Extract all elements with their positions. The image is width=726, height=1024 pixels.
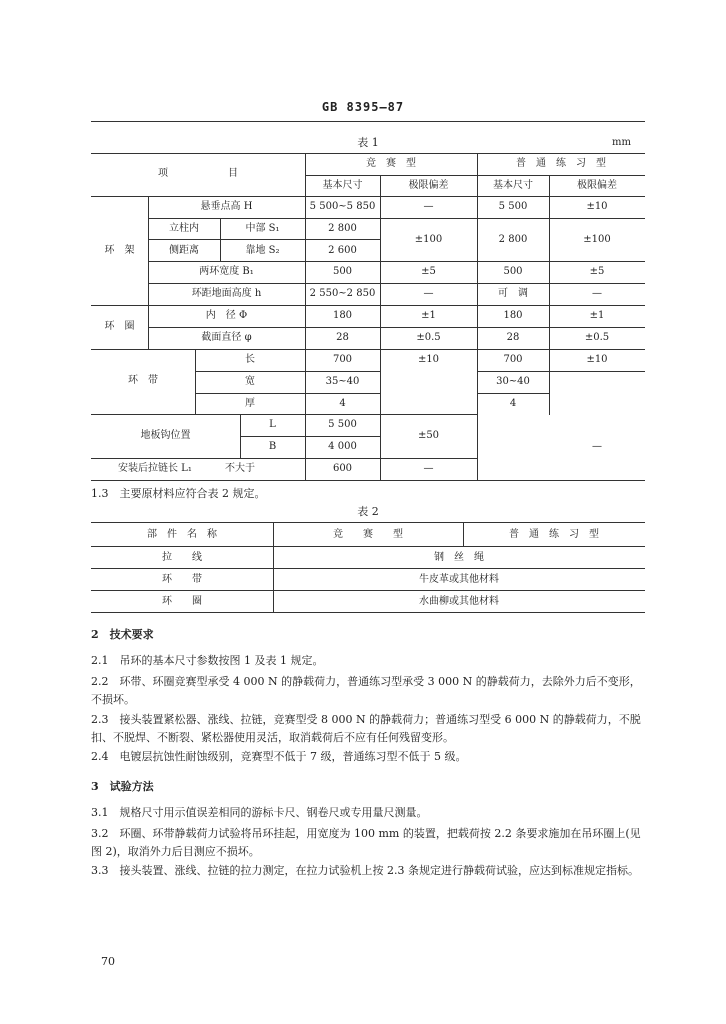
cell: ±1 — [421, 310, 436, 321]
cell: ±0.5 — [584, 332, 610, 343]
group-hook: 地板钩位置 — [140, 430, 191, 441]
t2-row-name: 环 圈 — [162, 596, 202, 607]
cell: 2 550~2 850 — [309, 288, 376, 299]
cell: ±5 — [421, 266, 436, 277]
t2-col-train: 普 通 练 习 型 — [509, 529, 599, 540]
row-label: 内 径 Φ — [205, 310, 248, 321]
cell: ±10 — [586, 354, 608, 365]
cell: 2 600 — [328, 245, 357, 256]
row-label: 宽 — [245, 376, 255, 387]
t2-row-name: 环 带 — [162, 574, 202, 585]
row-label: 侧距离 — [169, 245, 199, 256]
cell: 5 500 — [328, 419, 357, 430]
col-train-basic: 基本尺寸 — [493, 180, 533, 191]
para-2-3: 2.3 接头装置紧松器、涨线、拉链，竞赛型受 8 000 N 的静载荷力；普通练习型受 6 000 N 的静载荷力，不脱扣、不脱焊、不断裂、紧松器使用灵活，取消载荷后不应有任何残留变形。 — [91, 713, 641, 744]
row-label: 环距地面高度 h — [191, 288, 262, 299]
cell: — — [592, 288, 602, 299]
cell: 500 — [503, 266, 523, 277]
row-label: L — [269, 419, 276, 430]
cell: — — [423, 288, 434, 299]
para-2-1: 2.1 吊环的基本尺寸参数按图 1 及表 1 规定。 — [91, 654, 324, 667]
cell: 700 — [332, 354, 353, 365]
table2 — [0, 0, 726, 1]
cell: 2 800 — [498, 234, 528, 245]
cell: 35~40 — [325, 376, 360, 387]
cell: ±10 — [417, 354, 440, 365]
cell: 180 — [503, 310, 523, 321]
cell: 30~40 — [496, 376, 530, 387]
para-3-2: 3.2 环圈、环带静载荷力试验将吊环挂起，用宽度为 100 mm 的装置，把载荷按 2.2 条要求施加在吊环圈上(见图 2)，取消外力后目测应不损坏。 — [91, 827, 641, 858]
cell: ±5 — [589, 266, 605, 277]
row-label: B — [268, 441, 277, 452]
group-chain: 安装后拉链长 L₁ — [118, 463, 192, 474]
cell: ±10 — [586, 201, 608, 212]
cell: 500 — [332, 266, 353, 277]
page-number: 70 — [101, 955, 115, 968]
group-frame: 环 架 — [104, 245, 135, 256]
col-train-tol: 极限偏差 — [577, 180, 617, 191]
row-label: 不大于 — [225, 463, 255, 474]
row-label: 长 — [245, 354, 255, 365]
cell: 180 — [332, 310, 353, 321]
group-strap: 环 带 — [128, 375, 158, 386]
page-header: GB 8395—87 — [321, 100, 405, 114]
table1-unit: mm — [612, 137, 631, 148]
cell: — — [592, 441, 602, 452]
t2-row-name: 拉 线 — [162, 552, 202, 563]
cell: ±100 — [583, 234, 611, 245]
row-label: 立柱内 — [169, 223, 199, 234]
table2-title: 表 2 — [357, 505, 379, 518]
row-label: 靠地 S₂ — [245, 245, 280, 256]
row-label: 中部 S₁ — [245, 223, 280, 234]
col-race-tol: 极限偏差 — [408, 180, 449, 191]
table1-title: 表 1 — [357, 136, 379, 149]
section-2-heading: 2 技术要求 — [91, 628, 154, 641]
cell: 28 — [506, 332, 520, 343]
header-rule — [91, 121, 645, 122]
cell: 2 800 — [328, 223, 357, 234]
cell: — — [423, 463, 434, 474]
col-item: 项 目 — [158, 168, 238, 179]
para-2-4: 2.4 电镀层抗蚀性耐蚀级别，竞赛型不低于 7 级，普通练习型不低于 5 级。 — [91, 750, 467, 763]
cell: ±0.5 — [416, 332, 441, 343]
t2-row-value: 牛皮革或其他材料 — [419, 574, 499, 585]
cell: 700 — [503, 354, 523, 365]
cell: ±1 — [589, 310, 605, 321]
col-race-basic: 基本尺寸 — [322, 180, 363, 191]
t2-row-value: 钢 丝 绳 — [434, 552, 484, 563]
cell: ±100 — [414, 234, 443, 245]
cell: 28 — [336, 332, 349, 343]
t2-row-value: 水曲柳或其他材料 — [419, 596, 499, 607]
cell: 可 调 — [498, 288, 528, 299]
t2-col-name: 部 件 名 称 — [147, 529, 217, 540]
cell: 5 500 — [498, 201, 528, 212]
para-1-3: 1.3 主要原材料应符合表 2 规定。 — [91, 487, 266, 500]
para-3-3: 3.3 接头装置、涨线、拉链的拉力测定，在拉力试验机上按 2.3 条规定进行静载荷试验，应达到标准规定指标。 — [91, 864, 639, 877]
group-ring: 环 圈 — [104, 321, 135, 332]
cell: — — [423, 201, 434, 212]
cell: 600 — [332, 463, 353, 474]
row-label: 截面直径 φ — [201, 332, 252, 343]
row-label: 两环宽度 B₁ — [199, 266, 254, 277]
para-3-1: 3.1 规格尺寸用示值误差相同的游标卡尺、钢卷尺或专用量尺测量。 — [91, 806, 428, 819]
t2-col-race: 竞 赛 型 — [333, 529, 403, 540]
row-label: 悬垂点高 H — [200, 201, 253, 212]
cell: 4 — [339, 398, 346, 409]
cell: 4 — [509, 398, 517, 409]
section-3-heading: 3 试验方法 — [91, 780, 154, 793]
cell: 5 500~5 850 — [309, 201, 376, 212]
col-train: 普 通 练 习 型 — [516, 158, 606, 169]
col-race: 竞 赛 型 — [366, 158, 416, 169]
cell: ±50 — [417, 430, 440, 441]
cell: 4 000 — [328, 441, 357, 452]
para-2-2: 2.2 环带、环圈竞赛型承受 4 000 N 的静载荷力，普通练习型承受 3 000 N 的静载荷力，去除外力后不变形，不损坏。 — [91, 675, 641, 706]
row-label: 厚 — [245, 398, 255, 409]
